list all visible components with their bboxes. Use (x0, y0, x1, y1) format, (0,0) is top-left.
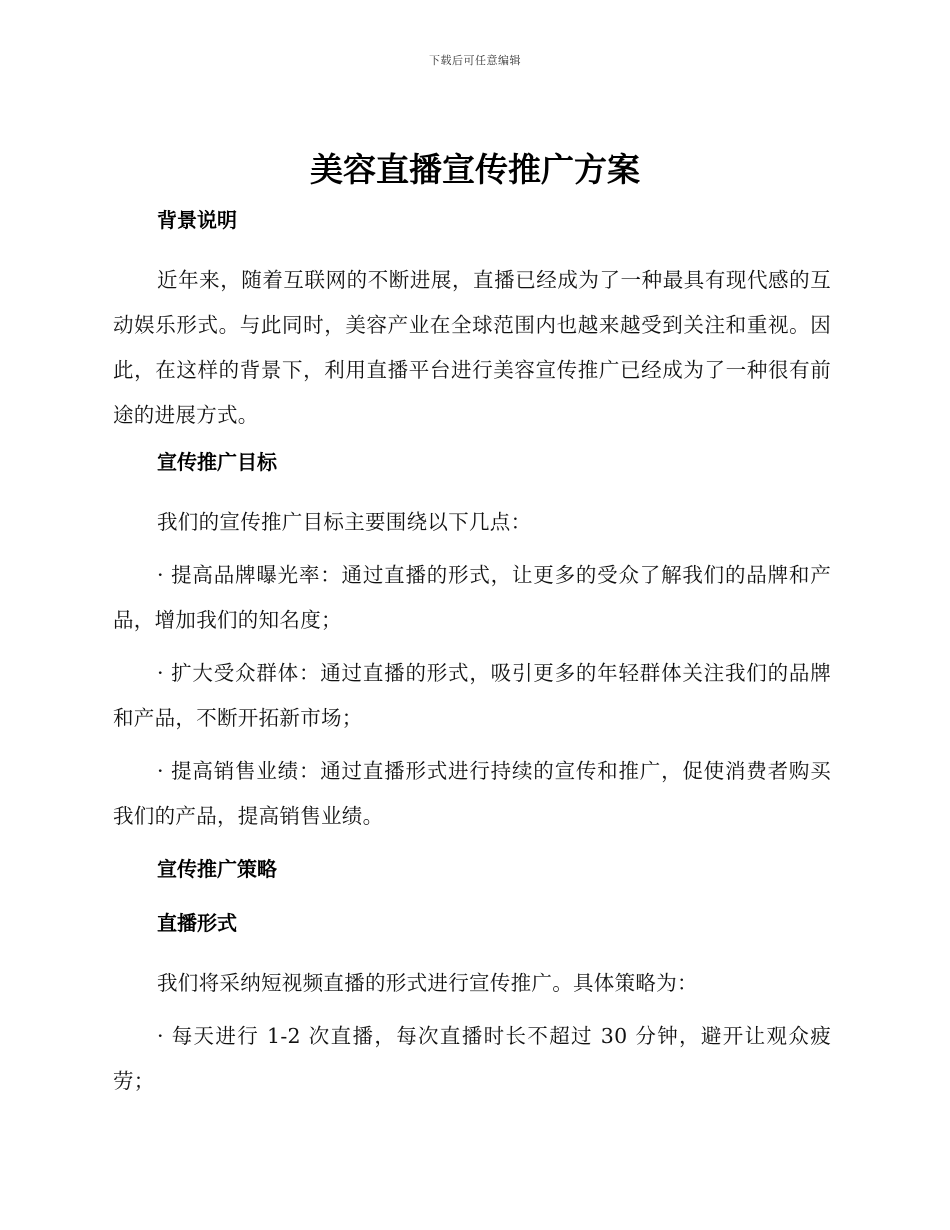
heading-goals: 宣传推广目标 (157, 450, 277, 474)
heading-strategy: 宣传推广策略 (157, 857, 277, 881)
paragraph-goals-intro: 我们的宣传推广目标主要围绕以下几点： (157, 510, 532, 534)
document-title: 美容直播宣传推广方案 (310, 150, 640, 189)
list-item-format-1: · 每天进行 1-2 次直播，每次直播时长不超过 30 分钟，避开让观众疲劳； (113, 1024, 831, 1093)
document-body (113, 204, 831, 1104)
paragraph-format-intro: 我们将采纳短视频直播的形式进行宣传推广。具体策略为： (157, 971, 698, 995)
list-item-goal-3: · 提高销售业绩：通过直播形式进行持续的宣传和推广，促使消费者购买我们的产品，提高销售业绩。 (113, 759, 831, 828)
list-item-goal-2: · 扩大受众群体：通过直播的形式，吸引更多的年轻群体关注我们的品牌和产品，不断开拓新市场； (113, 661, 831, 730)
paragraph-background: 近年来，随着互联网的不断进展，直播已经成为了一种最具有现代感的互动娱乐形式。与此同时，美容产业在全球范围内也越来越受到关注和重视。因此，在这样的背景下，利用直播平台进行美容宣传推广已经成为了一种很有前途的进展方式。 (113, 268, 831, 427)
list-item-goal-1: · 提高品牌曝光率：通过直播的形式，让更多的受众了解我们的品牌和产品，增加我们的知名度； (113, 563, 831, 632)
heading-format: 直播形式 (157, 911, 237, 935)
header-note: 下载后可任意编辑 (429, 54, 521, 67)
heading-background: 背景说明 (157, 208, 237, 232)
